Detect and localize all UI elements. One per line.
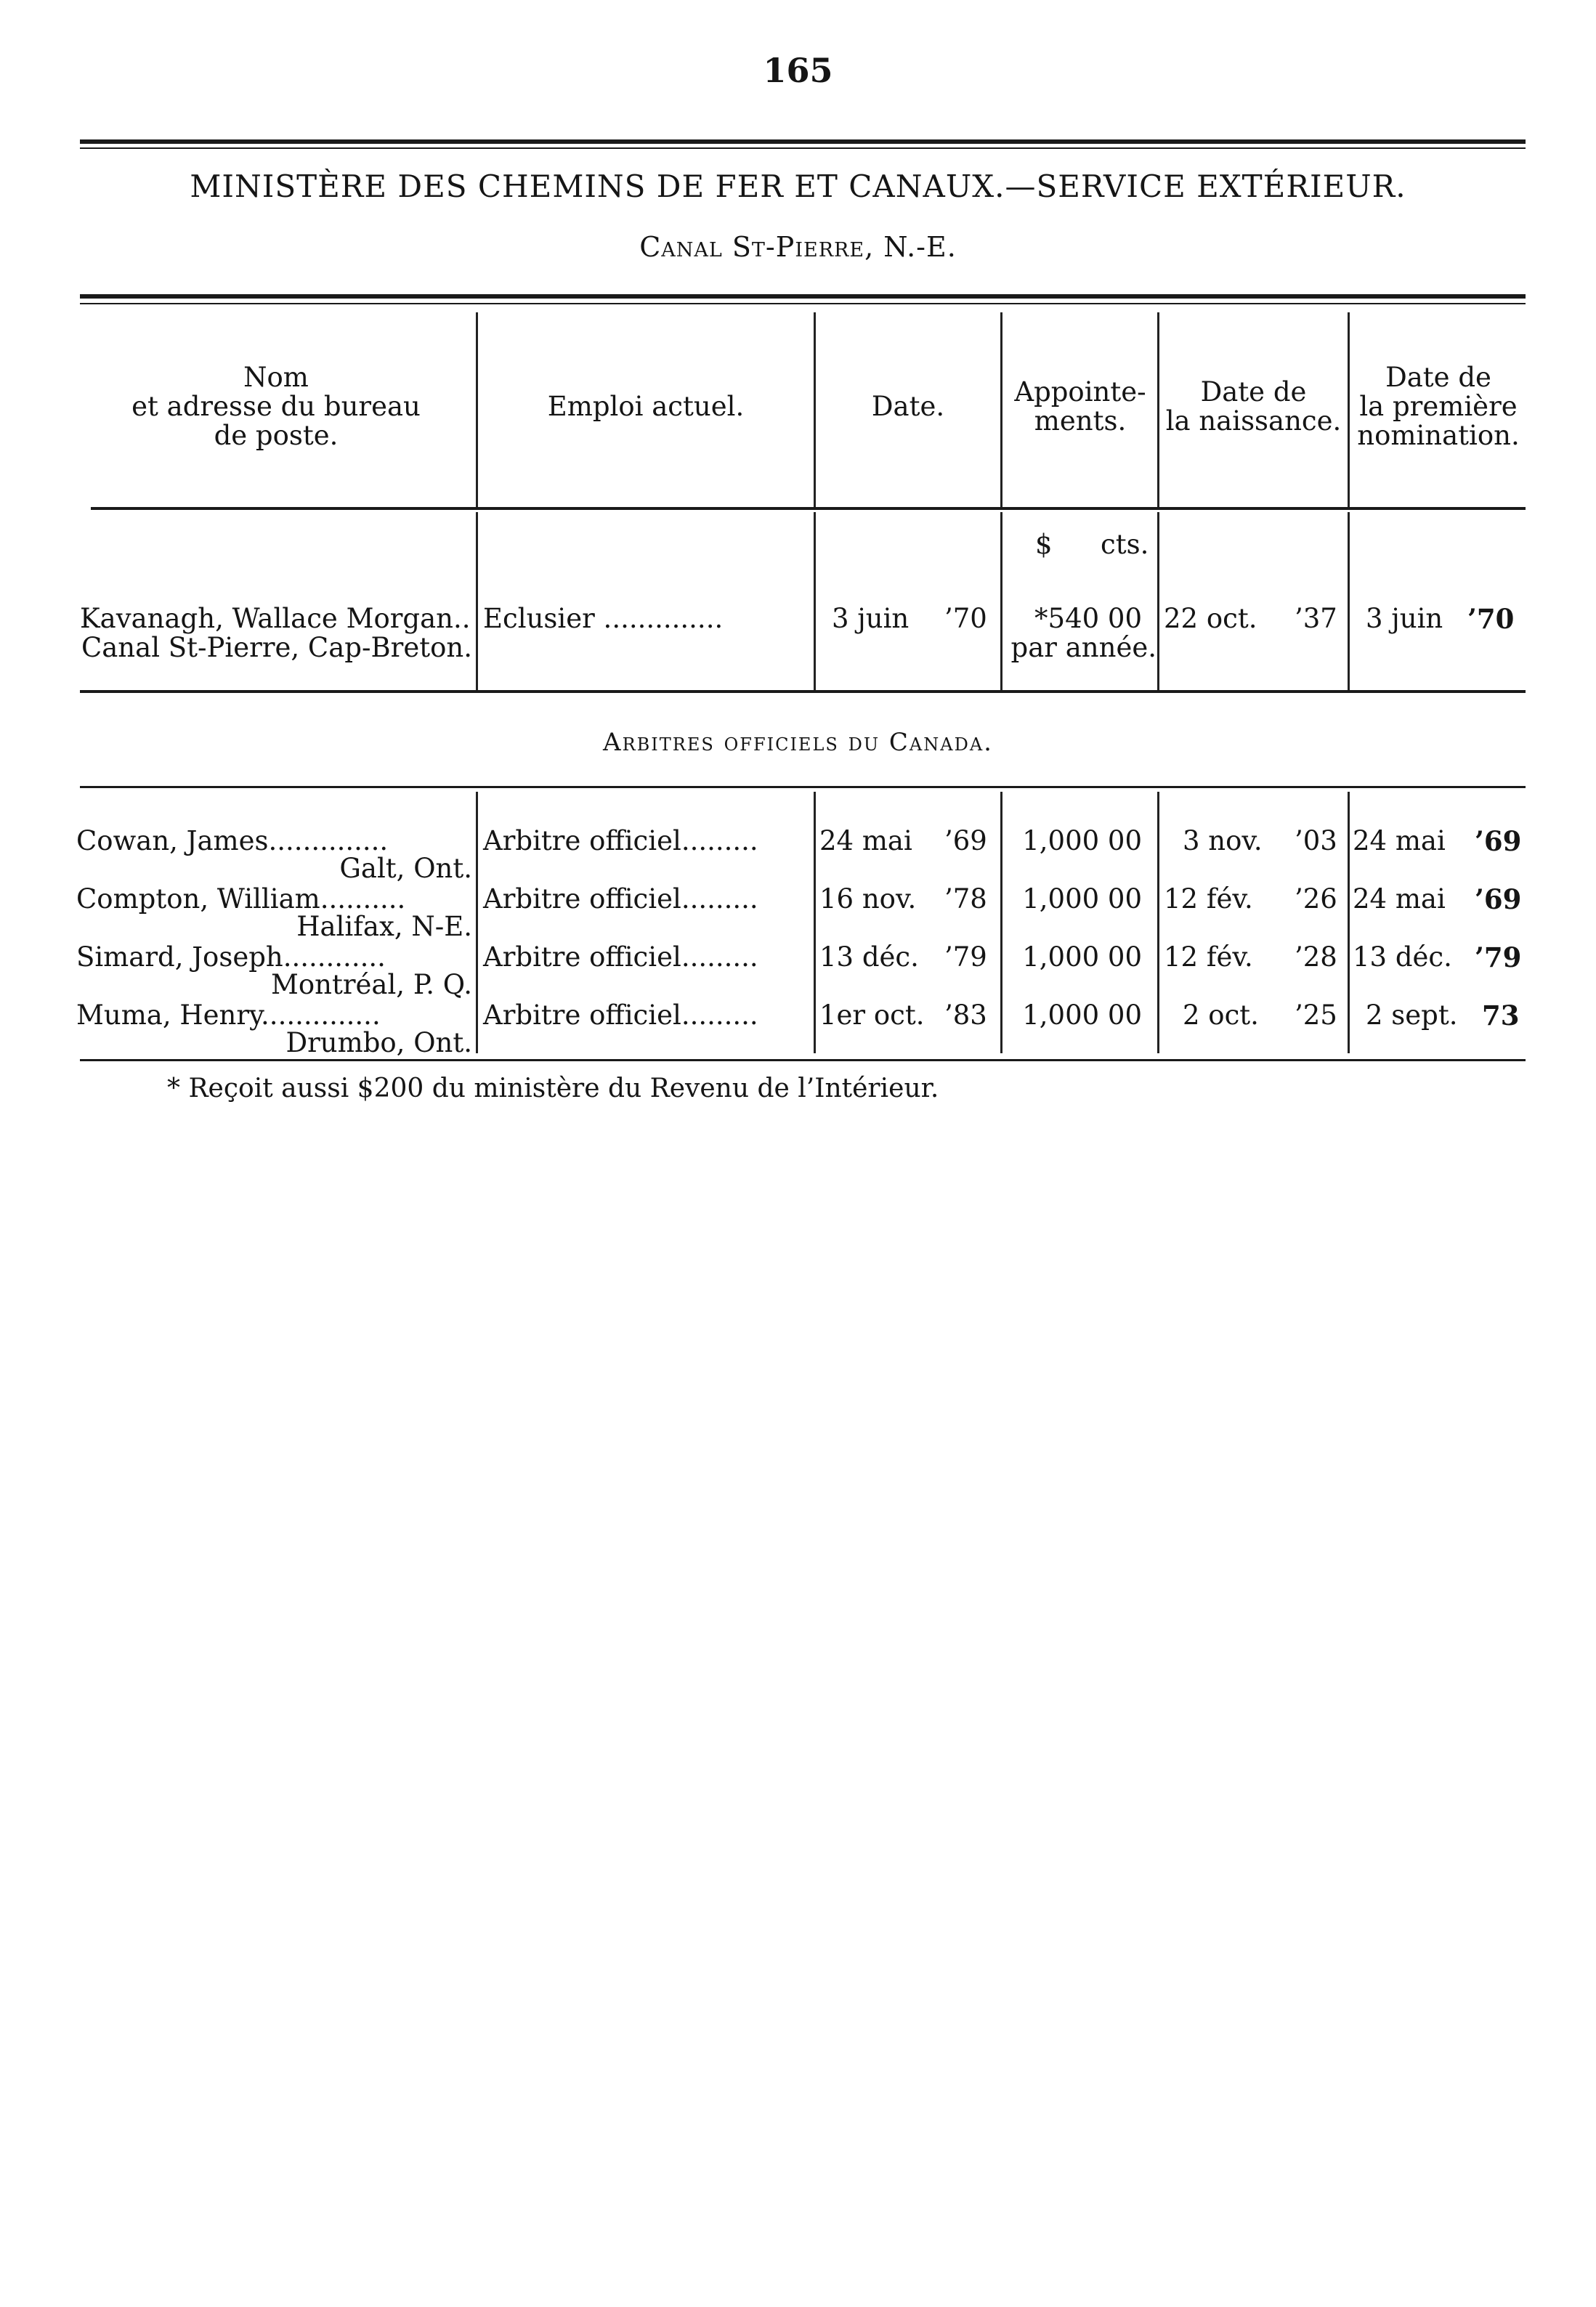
- page-subtitle: Canal St-Pierre, N.-E.: [639, 231, 957, 263]
- salary: 1,000 00: [1022, 883, 1142, 915]
- section-title: Arbitres officiels du Canada.: [603, 728, 993, 757]
- col-divider: [1157, 512, 1159, 690]
- salary: 1,000 00: [1022, 1000, 1142, 1031]
- first-year: ’70: [1467, 603, 1515, 635]
- date-day: 24 mai: [819, 825, 912, 856]
- employment: Arbitre officiel.........: [483, 941, 758, 973]
- employee-name: Kavanagh, Wallace Morgan..: [80, 603, 471, 634]
- header-name: Nom et adresse du bureau de poste.: [131, 362, 421, 451]
- first-year: ’69: [1475, 883, 1522, 915]
- table-top-rule: [80, 294, 1526, 299]
- date-day: 1er oct.: [819, 1000, 925, 1031]
- col-divider: [1348, 512, 1350, 690]
- col-divider: [814, 312, 816, 508]
- date-year: ’69: [944, 825, 987, 856]
- col-divider: [476, 312, 478, 508]
- date-year: ’70: [944, 603, 987, 634]
- arbiters-top-rule: [80, 786, 1526, 788]
- header-birth: Date de la naissance.: [1165, 376, 1342, 437]
- birth-day: 22 oct.: [1164, 603, 1257, 634]
- employee-name: Muma, Henry..............: [76, 1000, 381, 1031]
- header-first-appointment: Date de la première nomination.: [1357, 362, 1520, 451]
- col-divider: [476, 792, 478, 1053]
- footnote: * Reçoit aussi $200 du ministère du Revenu de l’Intérieur.: [167, 1074, 939, 1103]
- date-day: 3 juin: [832, 603, 910, 634]
- col-divider: [1000, 512, 1002, 690]
- top-rule-thin: [80, 147, 1526, 149]
- first-day: 3 juin: [1366, 603, 1443, 634]
- birth-year: ’26: [1295, 883, 1337, 915]
- col-divider: [814, 512, 816, 690]
- col-divider: [1157, 792, 1159, 1053]
- employment: Arbitre officiel.........: [483, 825, 758, 856]
- employee-address: Halifax, N-E.: [296, 911, 472, 942]
- currency-cents: cts.: [1101, 529, 1149, 560]
- birth-day: 2 oct.: [1183, 1000, 1259, 1031]
- col-divider: [1348, 792, 1350, 1053]
- col-divider: [1157, 312, 1159, 508]
- currency-dollars: $: [1035, 529, 1053, 560]
- date-year: ’83: [944, 1000, 987, 1031]
- first-day: 24 mai: [1353, 883, 1446, 915]
- first-year: ’79: [1475, 941, 1522, 973]
- col-divider: [476, 512, 478, 690]
- col-divider: [1000, 312, 1002, 508]
- header-rule: [91, 507, 1526, 510]
- canal-bottom-rule: [80, 690, 1526, 693]
- birth-day: 12 fév.: [1164, 941, 1253, 973]
- birth-day: 12 fév.: [1164, 883, 1253, 915]
- date-year: ’79: [944, 941, 987, 973]
- first-day: 13 déc.: [1353, 941, 1452, 973]
- first-year: ’69: [1475, 825, 1522, 857]
- employee-name: Simard, Joseph............: [76, 941, 386, 973]
- first-day: 2 sept.: [1366, 1000, 1458, 1031]
- header-employment: Emploi actuel.: [547, 391, 745, 422]
- salary-note: par année.: [1010, 632, 1157, 663]
- employment: Arbitre officiel.........: [483, 1000, 758, 1031]
- employee-name: Compton, William..........: [76, 883, 406, 915]
- birth-year: ’03: [1295, 825, 1337, 856]
- header-salary: Appointe- ments.: [1014, 376, 1146, 437]
- employment: Arbitre officiel.........: [483, 883, 758, 915]
- col-divider: [1348, 312, 1350, 508]
- first-day: 24 mai: [1353, 825, 1446, 856]
- employee-name: Cowan, James..............: [76, 825, 389, 856]
- salary: *540 00: [1034, 603, 1142, 634]
- col-divider: [814, 792, 816, 1053]
- table-top-rule-thin: [80, 303, 1526, 304]
- birth-year: ’37: [1295, 603, 1337, 634]
- top-rule: [80, 139, 1526, 144]
- employee-address: Montréal, P. Q.: [270, 969, 472, 1000]
- birth-year: ’28: [1295, 941, 1337, 973]
- page-number: 165: [763, 51, 833, 90]
- salary: 1,000 00: [1022, 941, 1142, 973]
- date-day: 16 nov.: [819, 883, 917, 915]
- birth-day: 3 nov.: [1183, 825, 1263, 856]
- page-title: MINISTÈRE DES CHEMINS DE FER ET CANAUX.—SERVICE EXTÉRIEUR.: [190, 169, 1406, 204]
- birth-year: ’25: [1295, 1000, 1337, 1031]
- date-year: ’78: [944, 883, 987, 915]
- salary: 1,000 00: [1022, 825, 1142, 856]
- header-date: Date.: [871, 391, 945, 422]
- employment: Eclusier ..............: [483, 603, 724, 634]
- employee-address: Galt, Ont.: [339, 853, 472, 884]
- employee-address: Drumbo, Ont.: [285, 1027, 472, 1058]
- date-day: 13 déc.: [819, 941, 919, 973]
- employee-address: Canal St-Pierre, Cap-Breton.: [81, 632, 472, 663]
- table-bottom-rule: [80, 1059, 1526, 1061]
- first-year: 73: [1482, 1000, 1520, 1031]
- col-divider: [1000, 792, 1002, 1053]
